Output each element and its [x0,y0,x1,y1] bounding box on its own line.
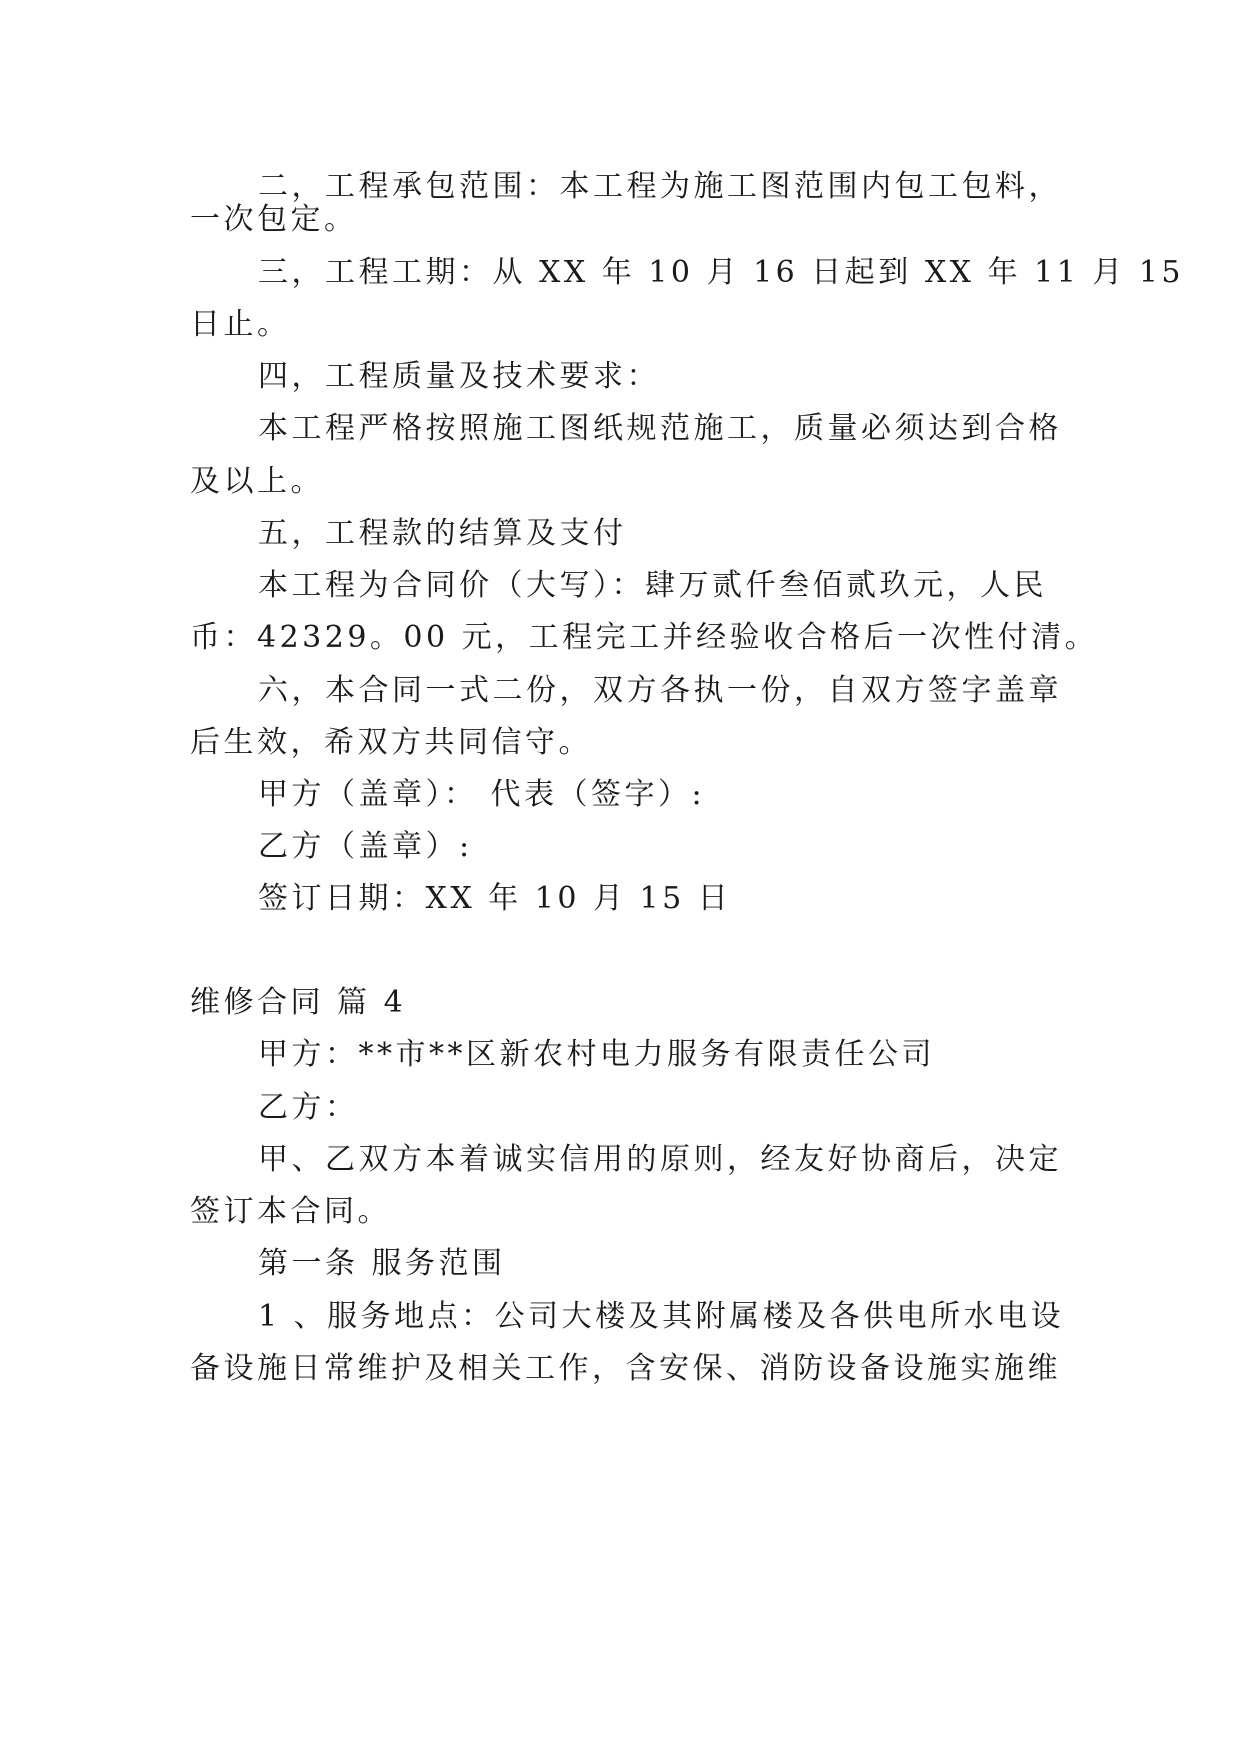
preamble-line-1: 甲、乙双方本着诚实信用的原则，经友好协商后，决定 [258,1142,1062,1177]
section-heading-contract-4: 维修合同 篇 4 [190,985,407,1020]
clause-2-line-2: 一次包定。 [190,202,358,237]
clause-6-line-1: 六，本合同一式二份，双方各执一份，自双方签字盖章 [258,673,1062,708]
clause-3-line-2: 日止。 [190,307,291,342]
clause-5-line-1: 本工程为合同价（大写）：肆万贰仟叁佰贰玖元，人民 [258,568,1047,603]
clause-2-line-1: 二，工程承包范围：本工程为施工图范围内包工包料， [258,169,1062,204]
clause-5-line-2: 币：42329。00 元，工程完工并经验收合格后一次性付清。 [190,620,1099,655]
clause-5-heading: 五，工程款的结算及支付 [258,516,627,551]
clause-4-line-1: 本工程严格按照施工图纸规范施工，质量必须达到合格 [258,411,1062,446]
clause-3-line-1: 三，工程工期：从 XX 年 10 月 16 日起到 XX 年 11 月 15 [258,255,1185,290]
preamble-line-2: 签订本合同。 [190,1194,391,1229]
article-1-item-1-line-2: 备设施日常维护及相关工作，含安保、消防设备设施实施维 [190,1351,1061,1386]
party-a-signature-line: 甲方（盖章）： 代表（签字）: [258,777,706,812]
signing-date-line: 签订日期：XX 年 10 月 15 日 [258,881,732,916]
clause-4-heading: 四，工程质量及技术要求： [258,359,660,394]
clause-6-line-2: 后生效，希双方共同信守。 [190,725,592,760]
article-1-item-1-line-1: 1 、服务地点：公司大楼及其附属楼及各供电所水电设 [258,1299,1065,1334]
clause-4-line-2: 及以上。 [190,464,324,499]
party-b-signature-line: 乙方（盖章）: [258,829,473,864]
party-a-line: 甲方：**市**区新农村电力服务有限责任公司 [258,1037,935,1072]
article-1-heading: 第一条 服务范围 [258,1246,506,1281]
party-b-line: 乙方： [258,1090,359,1125]
